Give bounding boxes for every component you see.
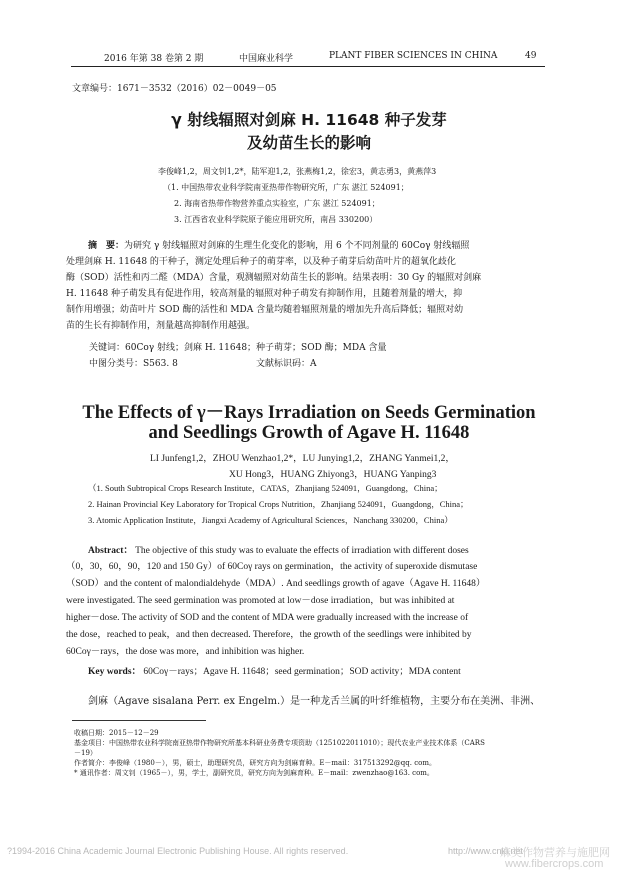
footnote-rule xyxy=(72,720,206,721)
intro-paragraph: 剑麻（Agave sisalana Perr. ex Engelm.）是一种龙舌兰属的叶纤维植物，主要分布在美洲、非洲、 xyxy=(88,696,541,707)
en-affiliation-3: 3. Atomic Application Institute，Jiangxi Academy of Agricultural Sciences，Nanchang 330200，China） xyxy=(88,515,453,525)
cnki-url: http://www.cnki.net xyxy=(448,846,524,856)
cn-abstract-label: 摘 要： xyxy=(88,241,125,251)
en-abstract-first-line: Abstract： The objective of this study was to evaluate the effects of irradiation with different doses xyxy=(88,546,469,556)
en-abstract-line: （0，30，60，90，120 and 150 Gy）of 60Coγ rays on germination，the activity of superoxide dismutase xyxy=(66,562,478,572)
cn-document-code: 文献标识码：A xyxy=(256,359,317,369)
footnote-author: 作者简介：李俊峰（1980－），男，硕士，助理研究员，研究方向为剑麻育种。E－mail：317513292@qq. com。 xyxy=(74,759,436,767)
en-affiliation-1: （1. South Subtropical Crops Research Institute，CATAS，Zhanjiang 524091，Guangdong，China； xyxy=(88,483,443,493)
cn-abstract-line: H. 11648 种子萌发具有促进作用，较高剂量的辐照对种子萌发有抑制作用，且随着剂量的增大，抑 xyxy=(66,289,463,299)
en-abstract-label: Abstract： xyxy=(88,546,133,556)
en-abstract-line: higher－dose. The activity of SOD and the content of MDA were gradually increased with the increase of xyxy=(66,613,469,623)
header-rule xyxy=(71,66,545,67)
header-journal-cn: 中国麻业科学 xyxy=(239,54,294,64)
en-abstract-line: were investigated. The seed germination was promoted at low－dose irradiation，but was inhibited at xyxy=(66,596,455,606)
cn-abstract-line: 处理剑麻 H. 11648 的干种子，测定处理后种子的萌芽率，以及种子萌芽后幼苗叶片的超氧化歧化 xyxy=(66,257,456,267)
cn-title-line-1: γ 射线辐照对剑麻 H. 11648 种子发芽 xyxy=(171,111,447,129)
en-title-line-1: The Effects of γ－Rays Irradiation on Seeds Germination xyxy=(82,403,536,423)
en-abstract-line: the dose，reached to peak，and then decreased. Therefore，the growth of the seedlings were inhibited by xyxy=(66,630,472,640)
cn-classification: 中图分类号：S563. 8 xyxy=(89,359,178,369)
header-page-number: 49 xyxy=(525,51,537,61)
footnotes xyxy=(74,728,485,778)
cn-abstract-body xyxy=(66,254,481,334)
cn-abstract-line: 摘 要：为研究 γ 射线辐照对剑麻的生理生化变化的影响，用 6 个不同剂量的 60Coγ 射线辐照 xyxy=(88,241,470,251)
footnote-funding: 基金项目：中国热带农业科学院南亚热带作物研究所基本科研业务费专项资助（1251022011010）；现代农业产业技术体系（CARS xyxy=(74,739,485,747)
cn-affiliation-1: （1. 中国热带农业科学院南亚热带作物研究所，广东 湛江 524091； xyxy=(163,183,409,192)
cn-keywords: 关键词：60Coγ 射线；剑麻 H. 11648；种子萌芽；SOD 酶；MDA 含量 xyxy=(89,343,387,353)
brand-url-watermark: www.fibercrops.com xyxy=(505,858,604,870)
en-abstract-line: 60Coγ－rays，the dose was more，and inhibition was higher. xyxy=(66,647,305,657)
en-abstract-body xyxy=(66,559,485,661)
cn-abstract-line: 苗的生长有抑制作用，剂量越高抑制作用越强。 xyxy=(66,321,256,331)
en-keywords-label: Key words： xyxy=(88,667,142,677)
header-issue: 2016 年第 38 卷第 2 期 xyxy=(104,54,204,64)
footnote-received: 收稿日期：2015－12－29 xyxy=(74,729,159,737)
header-journal-en: PLANT FIBER SCIENCES IN CHINA xyxy=(329,51,498,61)
cn-affiliation-2: 2. 海南省热带作物营养重点实验室，广东 湛江 524091； xyxy=(174,199,380,208)
footnote-corresponding: * 通讯作者：周文钊（1965－），男，学士，副研究员，研究方向为剑麻育种。E－mail：zwenzhao@163. com。 xyxy=(74,769,434,777)
cn-abstract xyxy=(88,238,469,254)
cn-authors: 李俊峰1,2，周文钊1,2*，陆军迎1,2，张燕梅1,2，徐宏3，黄志勇3，黄燕萍3 xyxy=(158,167,437,176)
cn-affiliation-3: 3. 江西省农业科学院原子能应用研究所，南昌 330200） xyxy=(174,215,378,224)
en-abstract-line: （SOD）and the content of malondialdehyde（MDA）. And seedlings growth of agave（Agave H. 11648） xyxy=(66,579,486,589)
footnote-funding-cont: －19） xyxy=(74,749,97,757)
brand-watermark: 麻类作物营养与施肥网 xyxy=(500,847,610,859)
article-number: 文章编号：1671－3532（2016）02－0049－05 xyxy=(72,84,277,94)
en-authors-line-1: LI Junfeng1,2，ZHOU Wenzhao1,2*，LU Junying1,2，ZHANG Yanmei1,2， xyxy=(150,454,455,464)
cn-title-line-2: 及幼苗生长的影响 xyxy=(246,134,371,152)
publisher-notice: ?1994-2016 China Academic Journal Electronic Publishing House. All rights reserved. xyxy=(7,846,349,856)
en-title-line-2: and Seedlings Growth of Agave H. 11648 xyxy=(148,423,470,443)
en-affiliation-2: 2. Hainan Provincial Key Laboratory for Tropical Crops Nutrition，Zhanjiang 524091，Guangdong，China； xyxy=(88,499,469,509)
en-keywords: Key words： 60Coγ－rays；Agave H. 11648；seed germination；SOD activity；MDA content xyxy=(88,667,461,677)
cn-abstract-line: 制作用增强；幼苗叶片 SOD 酶的活性和 MDA 含量均随着辐照剂量的增加先升高后降低；辐照对幼 xyxy=(66,305,464,315)
cn-abstract-line: 酶（SOD）活性和丙二醛（MDA）含量，观测辐照对幼苗生长的影响。结果表明：30 Gy 的辐照对剑麻 xyxy=(66,273,482,283)
en-authors-line-2: XU Hong3，HUANG Zhiyong3，HUANG Yanping3 xyxy=(229,470,437,480)
